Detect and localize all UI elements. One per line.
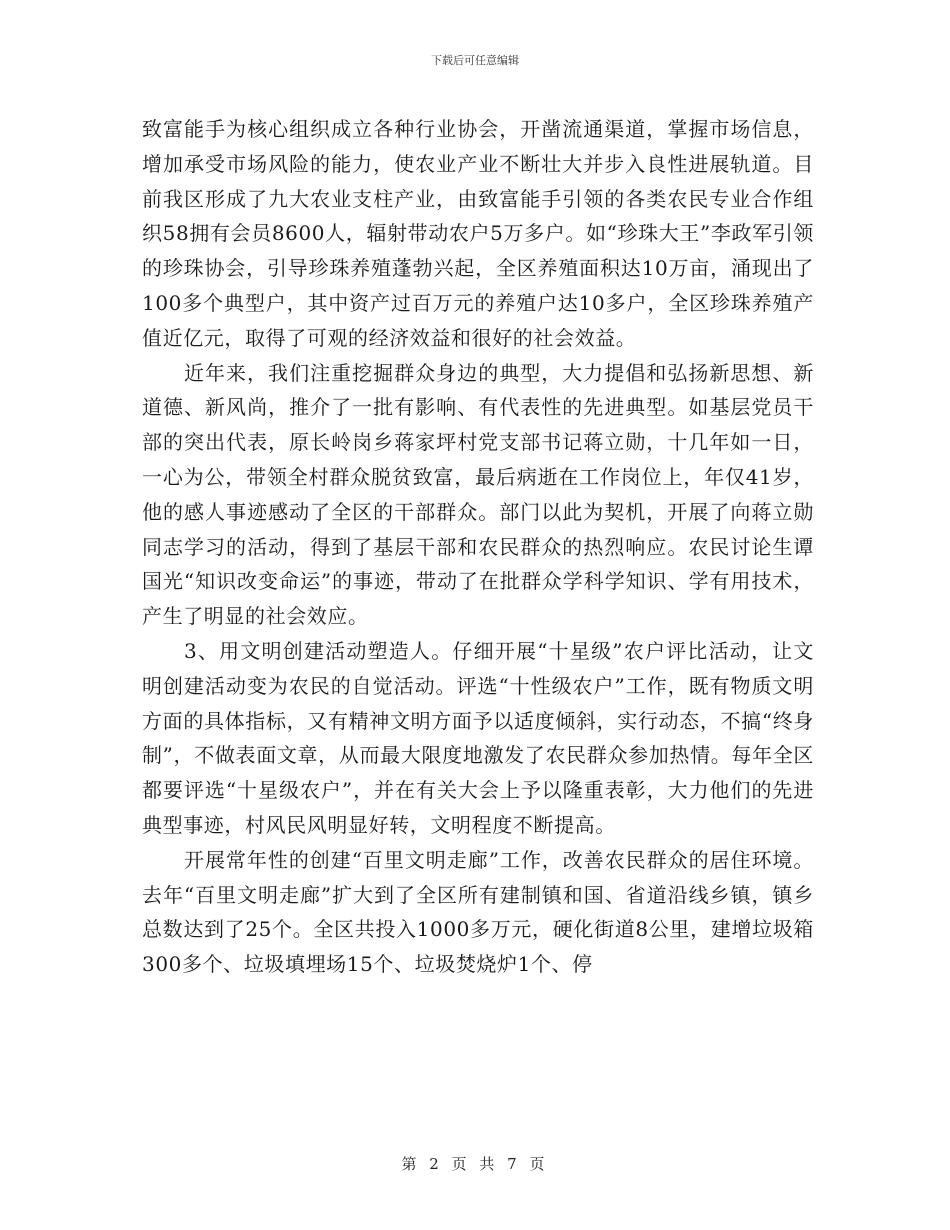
paragraph-typical-examples: 近年来，我们注重挖掘群众身边的典型，大力提倡和弘扬新思想、新道德、新风尚，推介了一批有影响、有代表性的先进典型。如基层党员干部的突出代表，原长岭岗乡蒋家坪村党支部书记蒋立勋，十几年如一日，一心为公，带领全村群众脱贫致富，最后病逝在工作岗位上，年仅41岁，他的感人事迹感动了全区的干部群众。部门以此为契机，开展了向蒋立勋同志学习的活动，得到了基层干部和农民群众的热烈响应。农民讨论生谭国光“知识改变命运”的事迹，带动了在批群众学科学知识、学有用技术，产生了明显的社会效应。 (142, 360, 814, 629)
paragraph-civilization-creation: 3、用文明创建活动塑造人。仔细开展“十星级”农户评比活动，让文明创建活动变为农民的自觉活动。评选“十性级农户”工作，既有物质文明方面的具体指标，又有精神文明方面予以适度倾斜，实行动态，不搞“终身制”，不做表面文章，从而最大限度地激发了农民群众参加热情。每年全区都要评选“十星级农户”，并在有关大会上予以隆重表彰，大力他们的先进典型事迹，村风民风明显好转，文明程度不断提高。 (142, 638, 814, 837)
paragraph-civilization-corridor: 开展常年性的创建“百里文明走廊”工作，改善农民群众的居住环境。去年“百里文明走廊”扩大到了全区所有建制镇和国、省道沿线乡镇，镇乡总数达到了25个。全区共投入1000多万元，硬化街道8公里，建增垃圾箱300多个、垃圾填埋场15个、垃圾焚烧炉1个、停 (142, 847, 814, 977)
paragraph-continued: 致富能手为核心组织成立各种行业协会，开凿流通渠道，掌握市场信息，增加承受市场风险的能力，使农业产业不断壮大并步入良性进展轨道。目前我区形成了九大农业支柱产业，由致富能手引领的各类农民专业合作组织58拥有会员8600人，辐射带动农户5万多户。如“珍珠大王”李政军引领的珍珠协会，引导珍珠养殖蓬勃兴起，全区养殖面积达10万亩，涌现出了100多个典型户，其中资产过百万元的养殖户达10多户，全区珍珠养殖产值近亿元，取得了可观的经济效益和很好的社会效益。 (142, 117, 814, 350)
document-body (142, 112, 814, 982)
page-number: 第 2 页 共 7 页 (401, 1155, 549, 1173)
page-header-note: 下载后可任意编辑 (431, 54, 519, 67)
